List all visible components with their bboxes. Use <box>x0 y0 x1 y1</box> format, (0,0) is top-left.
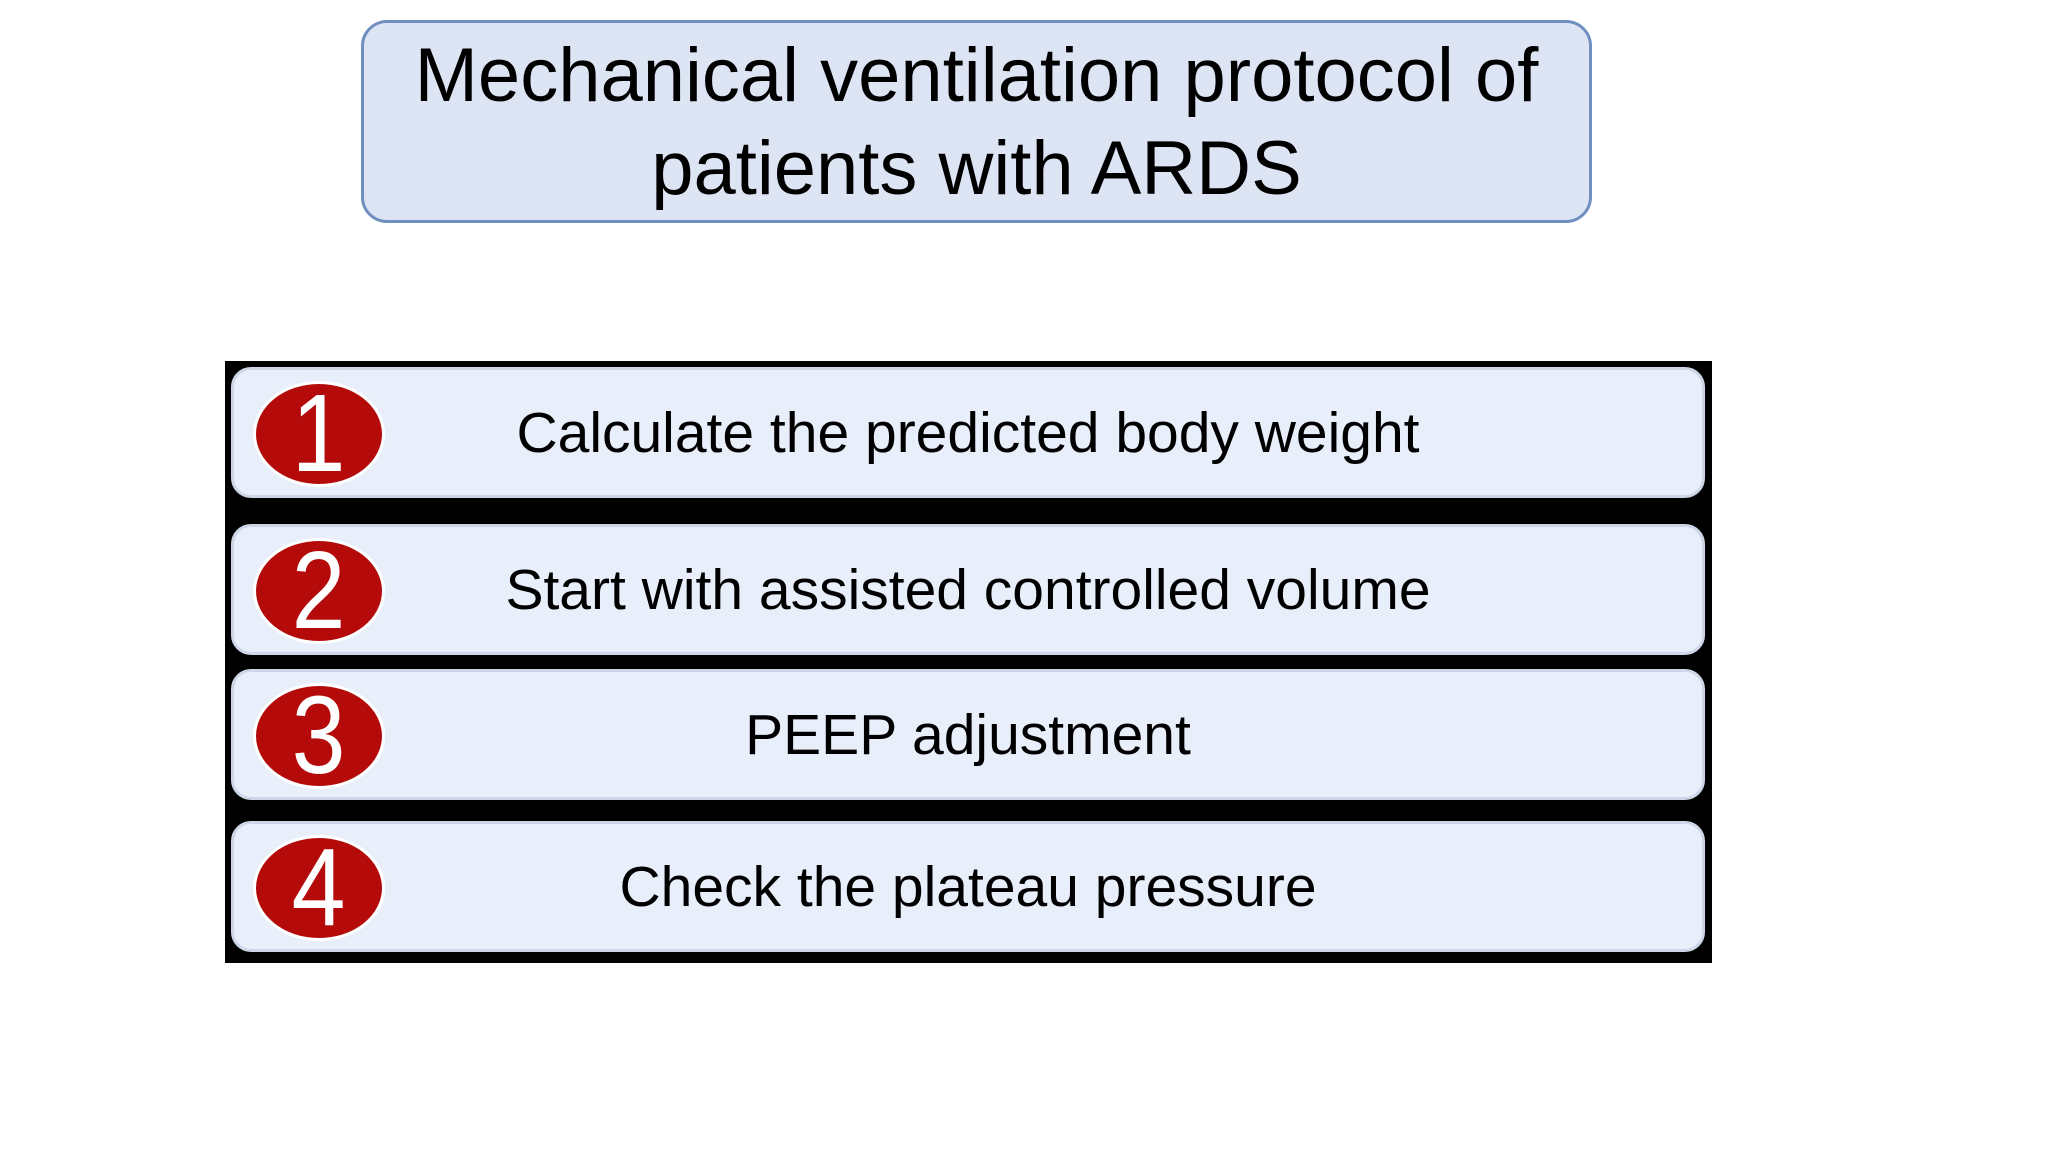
diagram-title: Mechanical ventilation protocol of patients with ARDS <box>414 32 1539 211</box>
step-4 <box>231 821 1705 952</box>
title-box <box>361 20 1592 223</box>
step-3 <box>231 669 1705 800</box>
step-label: PEEP adjustment <box>745 702 1191 767</box>
step-label: Start with assisted controlled volume <box>505 557 1431 622</box>
step-number: 4 <box>292 826 346 949</box>
step-number: 2 <box>292 529 346 652</box>
step-label: Calculate the predicted body weight <box>516 400 1420 465</box>
steps-frame <box>225 361 1712 963</box>
step-number: 1 <box>292 372 346 495</box>
step-1 <box>231 367 1705 498</box>
step-label: Check the plateau pressure <box>619 854 1317 919</box>
step-number: 3 <box>292 674 346 797</box>
step-2 <box>231 524 1705 655</box>
